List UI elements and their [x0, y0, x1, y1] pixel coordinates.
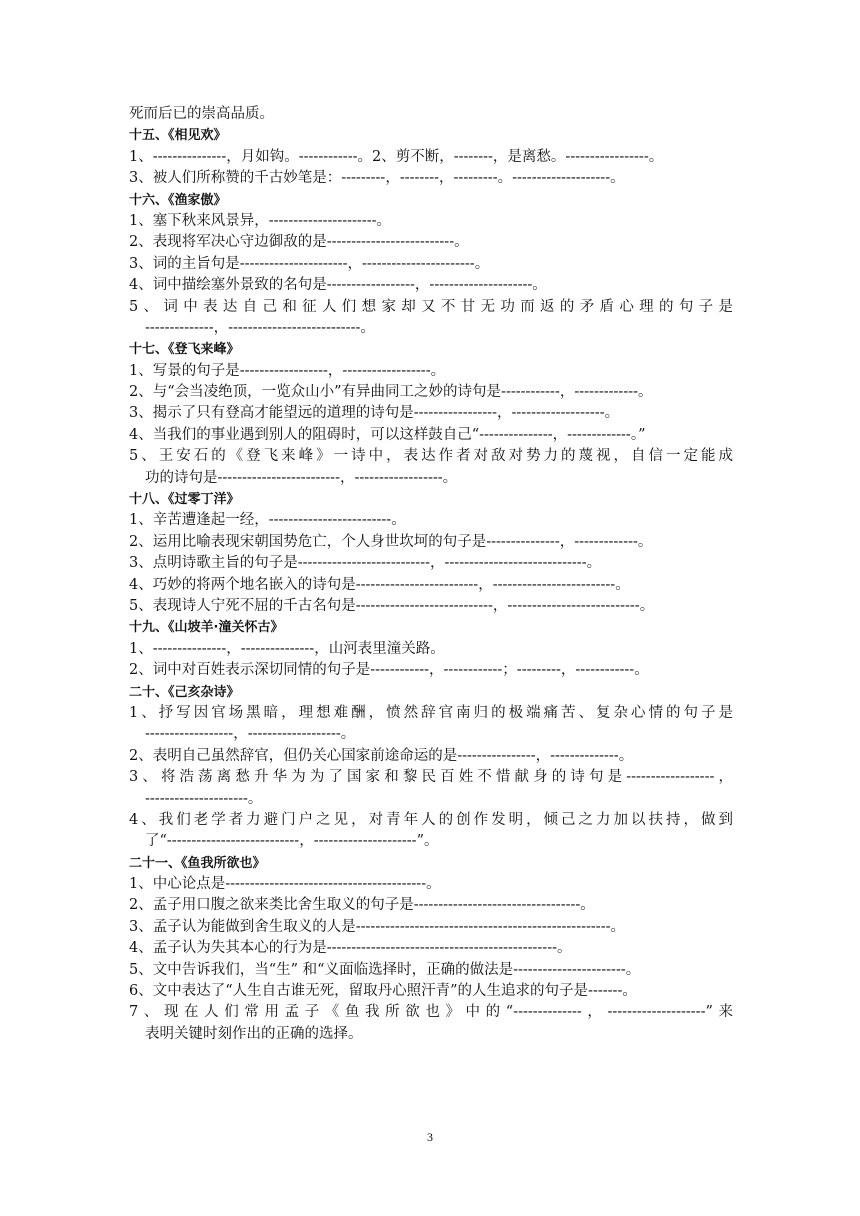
- text-line: 了“---------------------------，---------------------”。: [145, 833, 439, 850]
- text-line: 4、巧妙的将两个地名嵌入的诗句是-------------------------，-------------------------。: [129, 576, 630, 593]
- text-line: 3、被人们所称赞的千古妙笔是：---------，--------，---------。--------------------。: [129, 170, 625, 187]
- text-line: 1、写景的句子是------------------，------------------。: [129, 362, 446, 379]
- document-body: [129, 104, 733, 1045]
- text-line: 2、表明自己虽然辞官，但仍关心国家前途命运的是----------------，--------------。: [129, 747, 634, 764]
- text-line: 6、文中表达了“人生自古谁无死，留取丹心照汗青”的人生追求的句子是-------。: [129, 983, 637, 1000]
- section-heading: 十五、《相见欢》: [129, 128, 227, 144]
- text-line: 4、当我们的事业遇到别人的阻碍时，可以这样鼓自己“---------------，-------------。”: [129, 426, 646, 443]
- text-line: 5、文中告诉我们，当“生” 和“义面临选择时，正确的做法是-----------------------。: [129, 961, 641, 978]
- text-line: 5、王安石的《登飞来峰》一诗中，表达作者对敌对势力的蔑视，自信一定能成: [129, 448, 733, 465]
- text-line: 5、表现诗人宁死不屈的千古名句是----------------------------，---------------------------。: [129, 597, 655, 614]
- text-line: 1、---------------，---------------，山河表里潼关路。: [129, 640, 445, 657]
- text-line: 2、词中对百姓表示深切同情的句子是------------，------------；---------，------------。: [129, 662, 649, 679]
- text-line: 3、点明诗歌主旨的句子是---------------------------，-----------------------------。: [129, 555, 602, 572]
- section-heading: 二十、《己亥杂诗》: [129, 684, 240, 700]
- text-line: 1、塞下秋来风景异，----------------------。: [129, 212, 392, 229]
- section-heading: 十八、《过零丁洋》: [129, 492, 240, 508]
- text-line: 1、辛苦遭逢起一经，-------------------------。: [129, 512, 406, 529]
- text-line: 2、孟子用口腹之欲来类比舍生取义的句子是----------------------------------。: [129, 897, 595, 914]
- text-line: 7、现在人们常用孟子《鱼我所欲也》中的“--------------，--------------------”来: [129, 1004, 733, 1021]
- text-line: ---------------------。: [145, 790, 263, 807]
- text-line: 死而后已的崇高品质。: [129, 106, 274, 122]
- text-line: 5、词中表达自己和征人们想家却又不甘无功而返的矛盾心理的句子是: [129, 298, 733, 315]
- section-heading: 十七、《登飞来峰》: [129, 342, 240, 358]
- text-line: 3、揭示了只有登高才能望远的道理的诗句是-----------------，-------------------。: [129, 405, 620, 422]
- section-heading: 十六、《渔家傲》: [129, 192, 227, 208]
- text-line: 3、词的主旨句是----------------------，-----------------------。: [129, 255, 490, 272]
- text-line: 4、词中描绘塞外景致的名句是------------------，---------------------。: [129, 277, 547, 294]
- text-line: 功的诗句是-------------------------，------------------。: [145, 469, 458, 486]
- section-heading: 十九、《山坡羊·潼关怀古》: [129, 620, 284, 636]
- text-line: 4、我们老学者力避门户之见，对青年人的创作发明，倾己之力加以扶持，做到: [129, 811, 733, 828]
- text-line: 1、中心论点是-----------------------------------------。: [129, 876, 441, 893]
- text-line: 2、与“会当凌绝顶，一览众山小”有异曲同工之妙的诗句是------------，-------------。: [129, 384, 653, 401]
- text-line: 3、将浩荡离愁升华为为了国家和黎民百姓不惜献身的诗句是------------------，: [129, 769, 733, 786]
- text-line: 3、孟子认为能做到舍生取义的人是----------------------------------------------------。: [129, 918, 625, 935]
- text-line: 1、抒写因官场黑暗，理想难酬，愤然辞官南归的极端痛苦、复杂心情的句子是: [129, 704, 733, 721]
- text-line: 4、孟子认为失其本心的行为是-----------------------------------------------。: [129, 940, 572, 957]
- section-heading: 二十一、《鱼我所欲也》: [129, 855, 266, 871]
- text-line: ------------------，-------------------。: [145, 726, 356, 743]
- text-line: 表明关键时刻作出的正确的选择。: [145, 1025, 363, 1042]
- text-line: 2、运用比喻表现宋朝国势危亡，个人身世坎坷的句子是---------------，-------------。: [129, 533, 653, 550]
- text-line: 2、表现将军决心守边御敌的是--------------------------。: [129, 234, 469, 251]
- text-line: --------------，---------------------------。: [145, 319, 375, 336]
- text-line: 1、---------------，月如钩。------------。2、剪不断，--------，是离愁。-----------------。: [129, 148, 664, 165]
- page-number: 3: [427, 1130, 433, 1144]
